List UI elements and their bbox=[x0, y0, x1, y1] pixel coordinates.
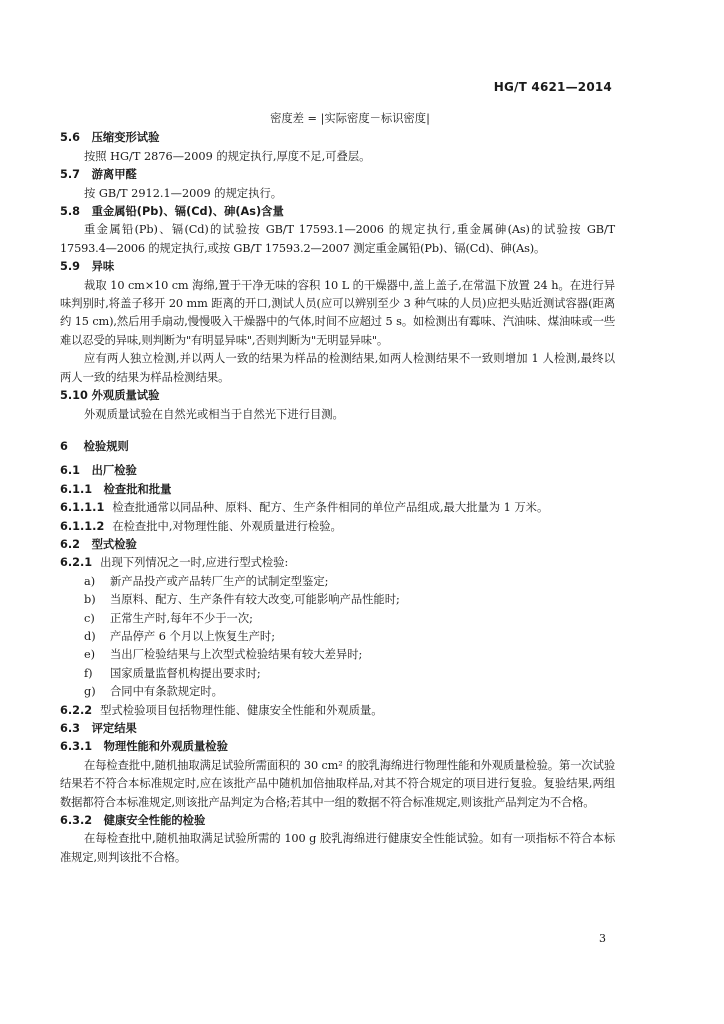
section-5-6-heading bbox=[60, 129, 615, 147]
list-marker: c) bbox=[84, 611, 95, 625]
list-item bbox=[84, 591, 615, 609]
list-marker: a) bbox=[84, 574, 96, 588]
document-code: HG/T 4621—2014 bbox=[493, 80, 612, 94]
list-text: 当原料、配方、生产条件有较大改变,可能影响产品性能时; bbox=[110, 593, 400, 607]
section-number: 5.7 bbox=[60, 168, 81, 182]
section-title: 外观质量试验 bbox=[91, 389, 160, 403]
section-6-1-heading bbox=[60, 462, 615, 480]
section-6-3-1-text: 在每检查批中,随机抽取满足试验所需面积的 30 cm² 的胶乳海绵进行物理性能和外观质量检验。第一次试验结果若不符合本标准规定时,应在该批产品中随机加倍抽取样品,对其不符合规定的项目进行复验。复验结果,两组数据都符合本标准规定,则该批产品判定为合格;若其中一组的数据不符合标准规定,则该批产品判定为不合格。 bbox=[60, 758, 615, 809]
section-6-3-2-heading bbox=[60, 812, 615, 830]
list-marker: e) bbox=[84, 648, 96, 662]
section-number: 6.3.1 bbox=[60, 740, 93, 754]
section-5-10-heading bbox=[60, 387, 615, 405]
list-text: 合同中有条款规定时。 bbox=[110, 685, 223, 699]
section-title: 游离甲醛 bbox=[91, 168, 137, 182]
section-6-heading bbox=[60, 438, 615, 456]
section-number: 5.9 bbox=[60, 260, 81, 274]
list-marker: f) bbox=[84, 666, 93, 680]
section-title: 异味 bbox=[91, 260, 115, 274]
density-difference-formula: 密度差 = |实际密度－标识密度| bbox=[270, 112, 430, 125]
section-6-1-1-heading bbox=[60, 481, 615, 499]
section-number: 5.6 bbox=[60, 131, 81, 145]
list-item bbox=[84, 665, 615, 683]
section-6-2-1 bbox=[60, 554, 615, 572]
section-5-9-text-1: 裁取 10 cm×10 cm 海绵,置于干净无味的容积 10 L 的干燥器中,盖上盖子,在常温下放置 24 h。在进行异味判别时,将盖子移开 20 mm 距离的开口,测试人员(应可以辨别至少 3 种气味的人员)应把头贴近测试容器(距离约 15 cm),然后用手扇动,慢慢吸入干燥器中的气体,时间不应超过 5 s。如检测出有霉味、汽油味、煤油味或一些难以忍受的异味,则判断为"有明显异味",否则判断为"无明显异味"。 bbox=[60, 278, 615, 347]
list-text: 产品停产 6 个月以上恢复生产时; bbox=[110, 629, 276, 643]
section-number: 6 bbox=[60, 439, 68, 453]
section-number: 6.1 bbox=[60, 464, 81, 478]
section-title: 健康安全性能的检验 bbox=[103, 814, 206, 828]
section-5-9-text-2: 应有两人独立检测,并以两人一致的结果为样品的检测结果,如两人检测结果不一致则增加 1 人检测,最终以两人一致的结果为样品检测结果。 bbox=[60, 352, 615, 384]
list-marker: b) bbox=[84, 593, 96, 607]
document-body bbox=[60, 110, 615, 867]
section-title: 检查批和批量 bbox=[103, 482, 172, 496]
section-6-2-2 bbox=[60, 702, 615, 720]
section-5-10-text: 外观质量试验在自然光或相当于自然光下进行目测。 bbox=[84, 407, 344, 421]
list-marker: g) bbox=[84, 685, 96, 699]
list-item bbox=[84, 610, 615, 628]
list-item bbox=[84, 628, 615, 646]
list-item bbox=[84, 683, 615, 701]
list-text: 正常生产时,每年不少于一次; bbox=[110, 611, 253, 625]
section-5-8-heading bbox=[60, 203, 615, 221]
section-5-8-text: 重金属铅(Pb)、镉(Cd)的试验按 GB/T 17593.1—2006 的规定执行,重金属砷(As)的试验按 GB/T 17593.4—2006 的规定执行,或按 GB/T 17593.2—2007 测定重金属铅(Pb)、镉(Cd)、砷(As)。 bbox=[60, 223, 615, 255]
section-5-9-heading bbox=[60, 258, 615, 276]
clause-number: 6.2.2 bbox=[60, 703, 93, 717]
clause-number: 6.2.1 bbox=[60, 556, 93, 570]
list-text: 新产品投产或产品转厂生产的试制定型鉴定; bbox=[110, 574, 329, 588]
section-title: 压缩变形试验 bbox=[91, 131, 160, 145]
section-title: 评定结果 bbox=[91, 722, 137, 735]
section-6-3-heading bbox=[60, 720, 615, 738]
clause-text: 型式检验项目包括物理性能、健康安全性能和外观质量。 bbox=[100, 703, 383, 717]
section-number: 6.3.2 bbox=[60, 814, 93, 828]
section-6-1-1-1 bbox=[60, 499, 615, 517]
section-5-7-heading bbox=[60, 166, 615, 184]
clause-text: 出现下列情况之一时,应进行型式检验: bbox=[100, 556, 289, 570]
section-title: 物理性能和外观质量检验 bbox=[103, 740, 228, 754]
section-title: 出厂检验 bbox=[91, 464, 137, 478]
clause-number: 6.1.1.2 bbox=[60, 519, 105, 533]
section-6-2-heading bbox=[60, 536, 615, 554]
section-5-6-text: 按照 HG/T 2876—2009 的规定执行,厚度不足,可叠层。 bbox=[84, 149, 371, 163]
section-number: 6.1.1 bbox=[60, 482, 93, 496]
section-number: 5.10 bbox=[60, 389, 88, 403]
list-text: 当出厂检验结果与上次型式检验结果有较大差异时; bbox=[110, 648, 363, 662]
list-marker: d) bbox=[84, 629, 96, 643]
section-number: 6.2 bbox=[60, 537, 81, 551]
page-number: 3 bbox=[599, 932, 606, 945]
section-title: 检验规则 bbox=[83, 439, 129, 453]
clause-text: 在检查批中,对物理性能、外观质量进行检验。 bbox=[112, 519, 342, 533]
section-number: 6.3 bbox=[60, 722, 81, 735]
list-text: 国家质量监督机构提出要求时; bbox=[110, 666, 261, 680]
section-5-7-text: 按 GB/T 2912.1—2009 的规定执行。 bbox=[84, 186, 283, 200]
section-number: 5.8 bbox=[60, 205, 81, 219]
section-title: 型式检验 bbox=[91, 537, 137, 551]
list-item bbox=[84, 646, 615, 664]
list-item bbox=[84, 573, 615, 591]
section-6-1-1-2 bbox=[60, 518, 615, 536]
clause-text: 检查批通常以同品种、原料、配方、生产条件相同的单位产品组成,最大批量为 1 万米。 bbox=[112, 501, 549, 515]
section-6-3-2-text: 在每检查批中,随机抽取满足试验所需的 100 g 胶乳海绵进行健康安全性能试验。如有一项指标不符合本标准规定,则判该批不合格。 bbox=[60, 832, 615, 864]
section-6-3-1-heading bbox=[60, 738, 615, 756]
section-title: 重金属铅(Pb)、镉(Cd)、砷(As)含量 bbox=[91, 205, 284, 219]
clause-number: 6.1.1.1 bbox=[60, 501, 105, 515]
